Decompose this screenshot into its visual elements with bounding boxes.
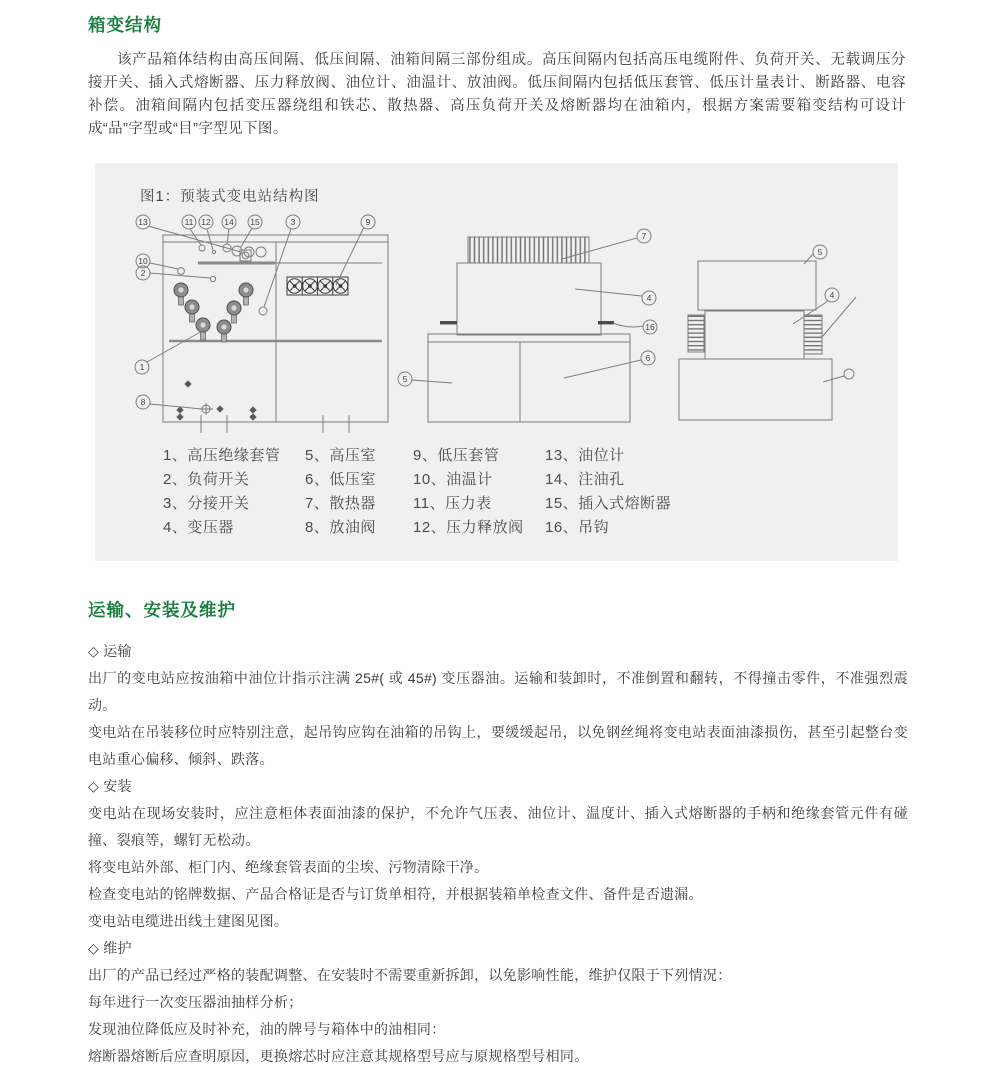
- svg-text:14: 14: [224, 217, 234, 227]
- figure-panel: [95, 163, 898, 561]
- callout-blank: [844, 369, 854, 379]
- legend-item: 7、散热器: [305, 495, 376, 512]
- svg-text:3: 3: [290, 217, 296, 227]
- legend-column-3: [413, 444, 524, 540]
- callout-4b: [825, 288, 839, 302]
- transport-install-maintenance-section: [88, 638, 908, 1070]
- page-title: 箱变结构: [88, 15, 162, 35]
- install-paragraph-1: 变电站在现场安装时，应注意柜体表面油漆的保护，不允许气压表、油位计、温度计、插入式熔断器的手柄和绝缘套管元件有碰撞、裂痕等，螺钉无松动。: [88, 805, 908, 848]
- legend-item: 1、高压绝缘套管: [163, 447, 281, 464]
- callout-9: [361, 215, 375, 229]
- maintenance-paragraph-3: 发现油位降低应及时补充，油的牌号与箱体中的油相同：: [88, 1021, 446, 1037]
- install-paragraph-3: 检查变电站的铭牌数据、产品合格证是否与订货单相符，并根据装箱单检查文件、备件是否遗漏。: [88, 886, 703, 902]
- svg-text:10: 10: [138, 256, 148, 266]
- svg-text:9: 9: [365, 217, 371, 227]
- svg-text:4: 4: [829, 290, 835, 300]
- callout-1: [135, 360, 149, 374]
- legend-column-2: [305, 444, 376, 540]
- legend-item: 2、负荷开关: [163, 471, 250, 488]
- callout-8: [136, 395, 150, 409]
- legend-item: 12、压力释放阀: [413, 519, 524, 536]
- end-view: [679, 245, 856, 420]
- legend-item: 10、油温计: [413, 471, 493, 488]
- legend-item: 15、插入式熔断器: [545, 495, 672, 512]
- maintenance-subheading: ◇ 维护: [88, 940, 132, 956]
- figure-caption: 图1：预装式变电站结构图: [140, 189, 320, 205]
- svg-text:13: 13: [138, 217, 148, 227]
- maintenance-paragraph-4: 熔断器熔断后应查明原因，更换熔芯时应注意其规格型号应与原规格型号相同。: [88, 1048, 589, 1064]
- svg-text:15: 15: [250, 217, 260, 227]
- legend-item: 3、分接开关: [163, 495, 250, 512]
- callout-5b: [813, 245, 827, 259]
- callout-14: [222, 215, 236, 229]
- legend-item: 4、变压器: [163, 519, 234, 536]
- svg-text:5: 5: [402, 374, 408, 384]
- callout-3: [286, 215, 300, 229]
- legend-item: 9、低压套管: [413, 447, 500, 464]
- svg-text:7: 7: [641, 231, 647, 241]
- svg-text:2: 2: [140, 268, 146, 278]
- callout-12: [199, 215, 213, 229]
- svg-text:8: 8: [140, 397, 146, 407]
- svg-text:11: 11: [184, 217, 194, 227]
- transport-subheading: ◇ 运输: [88, 643, 132, 659]
- svg-text:6: 6: [645, 353, 651, 363]
- callout-5: [398, 372, 412, 386]
- legend-item: 6、低压室: [305, 471, 376, 488]
- callout-13: [136, 215, 150, 229]
- legend-item: 13、油位计: [545, 447, 625, 464]
- callout-15: [248, 215, 262, 229]
- legend-item: 16、吊钩: [545, 519, 610, 536]
- callout-16: [643, 320, 657, 334]
- legend-column-4: [545, 444, 671, 540]
- intro-paragraph: 该产品箱体结构由高压间隔、低压间隔、油箱间隔三部份组成。高压间隔内包括高压电缆附件、负荷开关、无载调压分接开关、插入式熔断器、压力释放阀、油位计、油温计、放油阀。低压间隔内包括低压套管、低压计量表计、断路器、电容补偿。油箱间隔内包括变压器绕组和铁芯、散热器、高压负荷开关及熔断器均在油箱内，根据方案需要箱变结构可设计成“品”字型或“目”字型见下图。: [88, 52, 906, 137]
- legend-item: 8、放油阀: [305, 519, 376, 536]
- legend-column-1: [163, 444, 280, 540]
- section-title-transport: 运输、安装及维护: [88, 600, 236, 620]
- svg-text:4: 4: [646, 293, 652, 303]
- install-paragraph-4: 变电站电缆进出线土建图见图。: [88, 913, 289, 929]
- side-view: [398, 229, 657, 422]
- callout-2: [136, 266, 150, 280]
- legend-item: 14、注油孔: [545, 471, 625, 488]
- install-subheading: ◇ 安装: [88, 778, 132, 794]
- maintenance-paragraph-1: 出厂的产品已经过严格的装配调整、在安装时不需要重新拆卸，以免影响性能，维护仅限于下列情况：: [88, 967, 732, 983]
- transport-paragraph-2: 变电站在吊装移位时应特别注意，起吊钩应钩在油箱的吊钩上，要缓缓起吊，以免钢丝绳将变电站表面油漆损伤，甚至引起整台变电站重心偏移、倾斜、跌落。: [88, 724, 908, 767]
- legend-item: 5、高压室: [305, 447, 376, 464]
- callout-7: [637, 229, 651, 243]
- transport-paragraph-1: 出厂的变电站应按油箱中油位计指示注满 25#( 或 45#) 变压器油。运输和装卸时，不准倒置和翻转，不得撞击零件，不准强烈震动。: [88, 670, 908, 713]
- svg-text:16: 16: [645, 322, 655, 332]
- callout-11: [182, 215, 196, 229]
- svg-text:12: 12: [201, 217, 211, 227]
- install-paragraph-2: 将变电站外部、柜门内、绝缘套管表面的尘埃、污物清除干净。: [88, 859, 489, 875]
- svg-text:5: 5: [817, 247, 823, 257]
- front-view: [135, 215, 388, 433]
- legend-item: 11、压力表: [413, 495, 492, 512]
- figure-legend: [95, 444, 898, 544]
- callout-6: [641, 351, 655, 365]
- maintenance-paragraph-2: 每年进行一次变压器油抽样分析；: [88, 994, 303, 1010]
- svg-text:1: 1: [139, 362, 145, 372]
- callout-4: [642, 291, 656, 305]
